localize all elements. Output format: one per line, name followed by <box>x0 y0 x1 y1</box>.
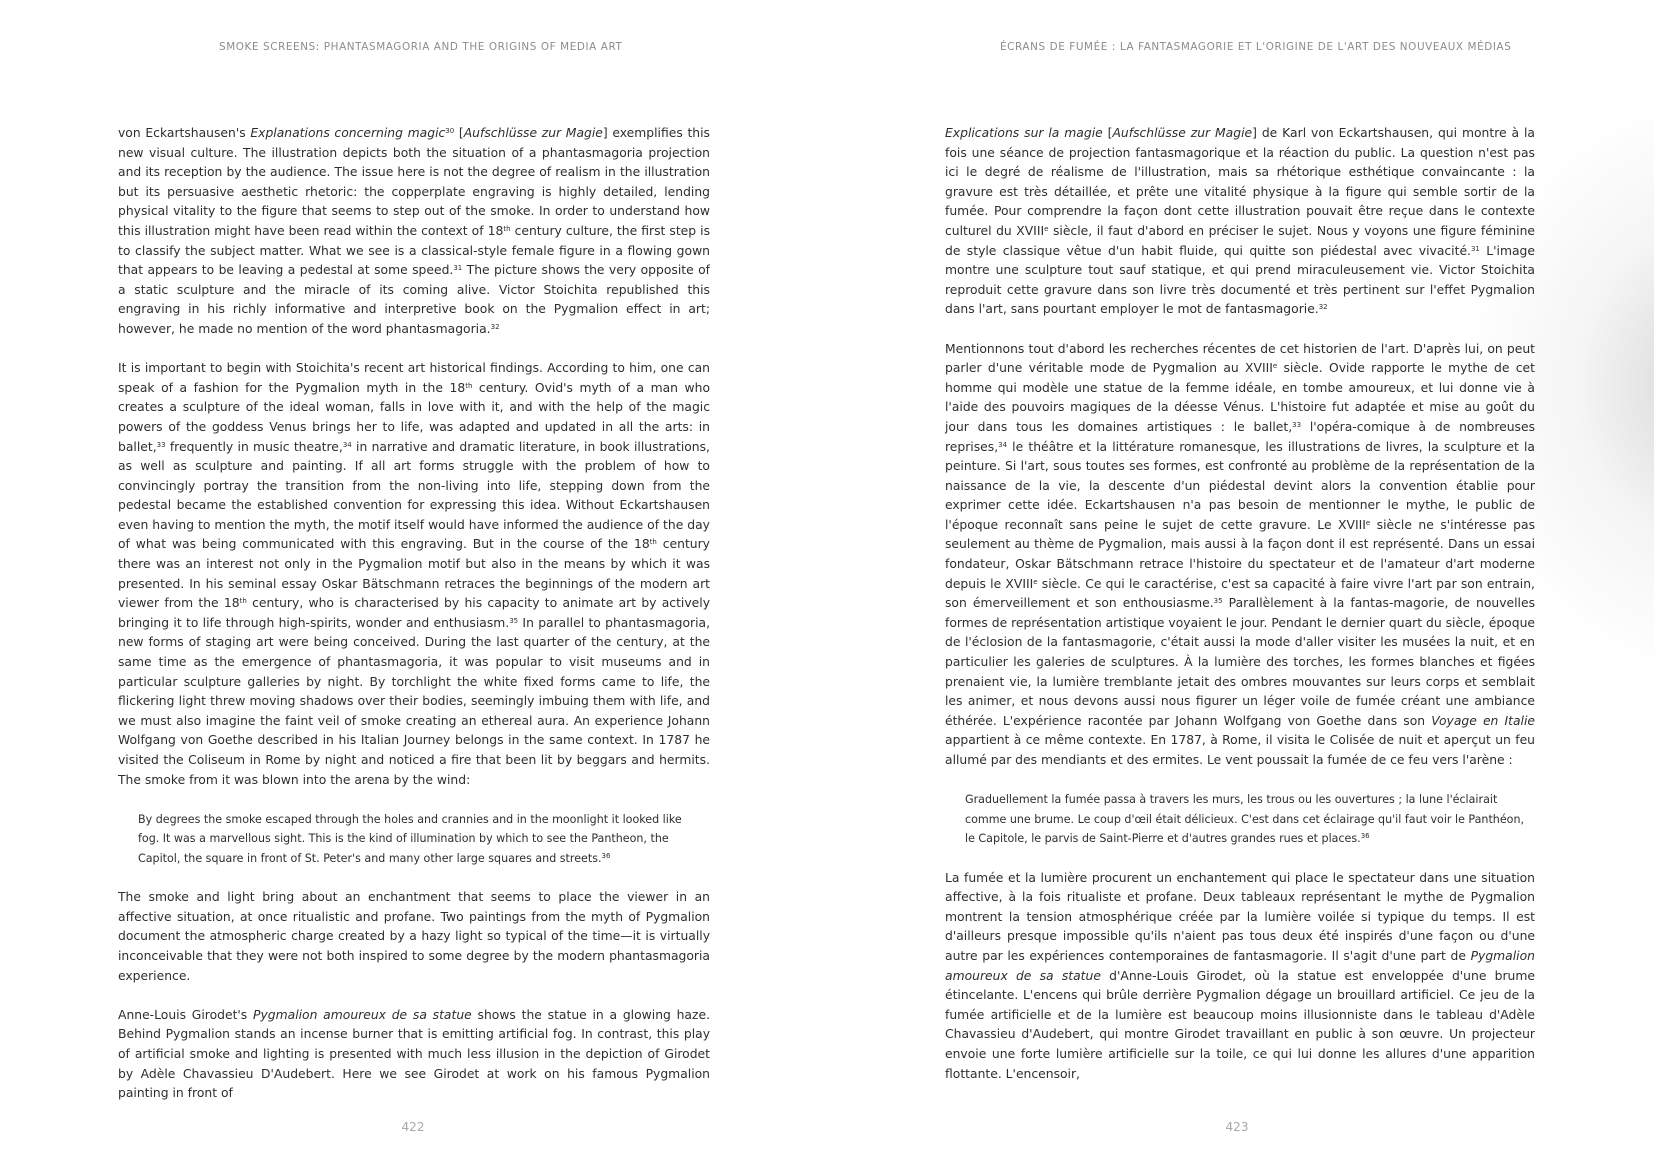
footnote-ref[interactable]: 31 <box>1470 244 1480 253</box>
left-running-head: SMOKE SCREENS: PHANTASMAGORIA AND THE ORIGINS OF MEDIA ART <box>219 41 623 53</box>
text-run: The picture shows the very opposite of a static sculpture and the miracle of its coming alive. Victor Stoichita republished this engraving in his richly informative and interpretive book on the Pygmalion effect in art; however, he made no mention of the word phantasmagoria. <box>118 263 710 336</box>
text-run: shows the statue in a glowing haze. Behind Pygmalion stands an incense burner that is emitting artificial fog. In contrast, this play of artificial smoke and lighting is presented with much less illusion in the depiction of Girodet by Adèle Chavassieu D'Audebert. Here we see Girodet at work on his famous Pygmalion painting in front of <box>118 1007 710 1101</box>
footnote-ref[interactable]: 36 <box>601 851 611 860</box>
quote-text: By degrees the smoke escaped through the holes and crannies and in the moonlight it looked like fog. It was a marvellous sight. This is the kind of illumination by which to see the Pantheon, the Capitol, the square in front of St. Peter's and many other large squares and streets. <box>138 812 682 865</box>
ordinal-suffix: th <box>649 538 657 547</box>
footnote-ref[interactable]: 32 <box>490 322 500 331</box>
ordinal-suffix: e <box>1044 224 1049 233</box>
text-run: Mentionnons tout d'abord les recherches récentes de cet historien de l'art. D'après lui, on peut parler d'une véritable mode de Pygmalion au XVIII <box>945 341 1535 376</box>
left-page-number: 422 <box>401 1120 425 1134</box>
text-run: Anne-Louis Girodet's <box>118 1007 254 1022</box>
footnote-ref[interactable]: 34 <box>998 440 1008 449</box>
footnote-ref[interactable]: 33 <box>1292 420 1302 429</box>
text-run: century. Ovid's myth of a man who creates a sculpture of the ideal woman, falls in love with it, and with the help of the magic powers of the goddess Venus brings her to life, was adapted and updated in all the arts: in ballet, <box>118 380 710 454</box>
right-running-head: ÉCRANS DE FUMÉE : LA FANTASMAGORIE ET L'ORIGINE DE L'ART DES NOUVEAUX MÉDIAS <box>1000 41 1512 53</box>
left-paragraph-3 <box>118 888 710 986</box>
text-run: L'image montre une sculpture tout sauf statique, et qui prend miraculeusement vie. Victor Stoichita reproduit cette gravure dans son livre très documenté et très pertinent sur l'effet Pygmalion dans l'art, sans pourtant employer le mot de fantasmagorie. <box>945 243 1535 317</box>
text-run: siècle ne s'intéresse pas seulement au thème de Pygmalion, mais aussi à la façon dont il est représenté. Dans un essai fondateur, Oskar Bätschmann retrace l'histoire du spectateur et de l'amateur d'art moderne depuis le XVIII <box>945 517 1536 591</box>
footnote-ref[interactable]: 31 <box>453 264 463 273</box>
ordinal-suffix: th <box>503 224 511 233</box>
text-run: It is important to begin with Stoichita's recent art historical findings. According to him, one can speak of a fashion for the Pygmalion myth in the 18 <box>118 361 710 395</box>
text-run: in narrative and dramatic literature, in book illustrations, as well as sculpture and painting. If all art forms struggle with the problem of how to convincingly portray the transition from the non-living into life, stepping down from the pedestal became the established convention for expressing this idea. Without Eckartshausen even having to mention the myth, the motif itself would have informed the audience of the day of what was being communicated with this engraving. But in the course of the 18 <box>118 439 710 552</box>
italic-title: Explanations concerning magic <box>250 126 446 140</box>
left-body-text <box>118 124 710 1123</box>
footnote-ref[interactable]: 33 <box>156 440 166 449</box>
text-run: In parallel to phantasmagoria, new forms of staging art were being conceived. During the last quarter of the century, at the same time as the emergence of phantasmagoria, it was popular to visit museums and in particular sculpture galleries by night. By torchlight the white fixed forms came to life, the flickering light threw moving shadows over their bodies, seemingly imbuing them with life, and we must also imagine the faint veil of smoke creating an ethereal aura. An experience Johann Wolfgang von Goethe described in his Italian Journey belongs in the same context. In 1787 he visited the Coliseum in Rome by night and noticed a fire that been lit by beggars and hermits. The smoke from it was blown into the arena by the wind: <box>118 615 710 787</box>
footnote-ref[interactable]: 36 <box>1360 832 1370 841</box>
right-page <box>827 0 1654 1170</box>
left-paragraph-1 <box>118 124 710 340</box>
ordinal-suffix: e <box>1365 518 1371 527</box>
ordinal-suffix: e <box>1272 362 1278 371</box>
footnote-ref[interactable]: 34 <box>342 440 352 449</box>
ordinal-suffix: th <box>465 381 473 390</box>
right-body-text <box>945 124 1535 1104</box>
right-page-number: 423 <box>1225 1120 1249 1134</box>
right-paragraph-1 <box>945 124 1535 320</box>
left-block-quote <box>118 810 710 869</box>
text-run: ] exemplifies this new visual culture. The illustration depicts both the situation of a phantasmagoria projection and its reception by the audience. The issue here is not the degree of realism in the illustration but its persuasive aesthetic rhetoric: the copperplate engraving is highly detailed, lending physical vitality to the figure that seems to step out of the smoke. In order to understand how this illustration might have been read within the context of 18 <box>118 126 710 238</box>
italic-title: Voyage en Italie <box>1431 713 1535 728</box>
right-block-quote <box>945 790 1535 849</box>
italic-title: Explications sur la magie <box>945 126 1103 140</box>
text-run: siècle. Ce qui le caractérise, c'est sa capacité à faire vivre l'art par son entrain, son émerveillement et son enthousiasme. <box>945 576 1535 611</box>
right-paragraph-2 <box>945 340 1535 771</box>
italic-title: Aufschlüsse zur Magie <box>463 126 603 140</box>
text-run: [ <box>1102 126 1113 140</box>
text-run: le théâtre et la littérature romanesque, les illustrations de livres, la sculpture et la peinture. Si l'art, sous toutes ses formes, est confronté au problème de la représentation de la naissance de la vie, la descente d'un piédestal devint alors la convention établie pour exprimer cette idée. Eckartshausen n'a pas besoin de mentionner le mythe, le public de l'époque reconnaît sans peine le sujet de cette gravure. Le XVIII <box>945 439 1535 532</box>
text-run: ] de Karl von Eckartshausen, qui montre à la fois une séance de projection fantasmagorique et la réaction du public. La question n'est pas ici le degré de réalisme de l'illustration, mais sa rhétorique esthétique convaincante : la gravure est très détaillée, et prête une vitalité physique à la figure qui semble sortir de la fumée. Pour comprendre la façon dont cette illustration pouvait être reçue dans le contexte culturel du XVIII <box>945 126 1535 238</box>
text-run: appartient à ce même contexte. En 1787, à Rome, il visita le Colisée de nuit et aperçut un feu allumé par des mendiants et des ermites. Le vent poussait la fumée de ce feu vers l'arène : <box>945 733 1535 767</box>
text-run: La fumée et la lumière procurent un enchantement qui place le spectateur dans une situation affective, à la fois ritualiste et profane. Deux tableaux représentant le mythe de Pygmalion montrent la tension atmosphérique créée par la lumière voilée si typique du temps. Il est d'ailleurs presque impossible qu'ils n'aient pas tous deux été inspirés d'une façon ou d'une autre par les expériences contemporaines de fantasmagorie. Il s'agit d'une part de <box>945 870 1535 963</box>
left-paragraph-2 <box>118 359 710 790</box>
ordinal-suffix: e <box>1033 577 1038 586</box>
footnote-ref[interactable]: 35 <box>1213 597 1223 606</box>
italic-title: Pygmalion amoureux de sa statue <box>945 948 1535 983</box>
text-run: siècle. Ovide rapporte le mythe de cet homme qui modèle une statue de la femme idéale, en tombe amoureux, et lui donne vie à l'aide des pouvoirs magiques de la déesse Vénus. L'histoire fut adaptée et mise au goût du jour dans tous les domaines artistiques : le ballet, <box>945 361 1535 434</box>
right-paragraph-3 <box>945 869 1535 1085</box>
text-run: Parallèlement à la fantas-magorie, de nouvelles formes de représentation artistique voyaient le jour. Pendant le dernier quart du siècle, époque de l'éclosion de la fantasmagorie, c'était aussi la mode d'aller visiter les musées la nuit, et en particulier les galeries de sculptures. À la lumière des torches, les formes blanches et figées prenaient vie, la lumière tremblante jetait des ombres mouvantes sur leurs corps et semblait les animer, et nous devons aussi nous figurer un léger voile de fumée créant une ambiance éthérée. L'expérience racontée par Johann Wolfgang von Goethe dans son <box>945 596 1536 728</box>
quote-text: Graduellement la fumée passa à travers les murs, les trous ou les ouvertures ; la lune l'éclairait comme une brume. Le coup d'œil était délicieux. C'est dans cet éclairage qu'il faut voir le Panthéon, le Capitole, le parvis de Saint-Pierre et d'autres grandes rues et places. <box>965 793 1525 846</box>
footnote-ref[interactable]: 35 <box>509 616 519 625</box>
text-run: century, who is characterised by his capacity to animate art by actively bringing it to life through high-spirits, wonder and enthusiasm. <box>118 596 710 630</box>
footnote-ref[interactable]: 30 <box>445 127 455 135</box>
text-run: siècle, il faut d'abord en préciser le sujet. Nous y voyons une figure féminine de style classique vêtue d'un habit fluide, qui quitte son piédestal avec vivacité. <box>945 223 1535 258</box>
left-paragraph-4 <box>118 1006 710 1104</box>
text-run: d'Anne-Louis Girodet, où la statue est enveloppée d'une brume étincelante. L'encens qui brûle derrière Pygmalion dégage un brouillard artificiel. Ce jeu de la fumée artificielle et de la lumière est beaucoup moins illusionniste dans le tableau d'Adèle Chavassieu d'Audebert, qui montre Girodet travaillant en public à son œuvre. Un projecteur envoie une forte lumière artificielle sur la toile, ce qui lui donne les allures d'une apparition flottante. L'encensoir, <box>945 968 1535 1081</box>
text-run: century there was an interest not only in the Pygmalion motif but also in the means by which it was presented. In his seminal essay Oskar Bätschmann retraces the beginnings of the modern art viewer from the 18 <box>118 537 710 611</box>
text-run: l'opéra-comique à de nombreuses reprises, <box>945 419 1536 454</box>
text-run: [ <box>454 126 464 140</box>
italic-title: Aufschlüsse zur Magie <box>1112 126 1253 140</box>
ordinal-suffix: th <box>239 597 247 606</box>
text-run: frequently in music theatre, <box>165 439 343 454</box>
text-run: century culture, the first step is to classify the subject matter. What we see is a classical-style female figure in a flowing gown that appears to be leaving a pedestal at some speed. <box>118 223 710 278</box>
footnote-ref[interactable]: 32 <box>1318 303 1328 312</box>
italic-title: Pygmalion amoureux de sa statue <box>253 1007 472 1022</box>
text-run: The smoke and light bring about an enchantment that seems to place the viewer in an affective situation, at once ritualistic and profane. Two paintings from the myth of Pygmalion document the atmospheric charge created by a hazy light so typical of the time—it is virtually inconceivable that they were not both inspired to some degree by the modern phantasmagoria experience. <box>118 890 710 983</box>
text-run: von Eckartshausen's <box>118 126 251 140</box>
